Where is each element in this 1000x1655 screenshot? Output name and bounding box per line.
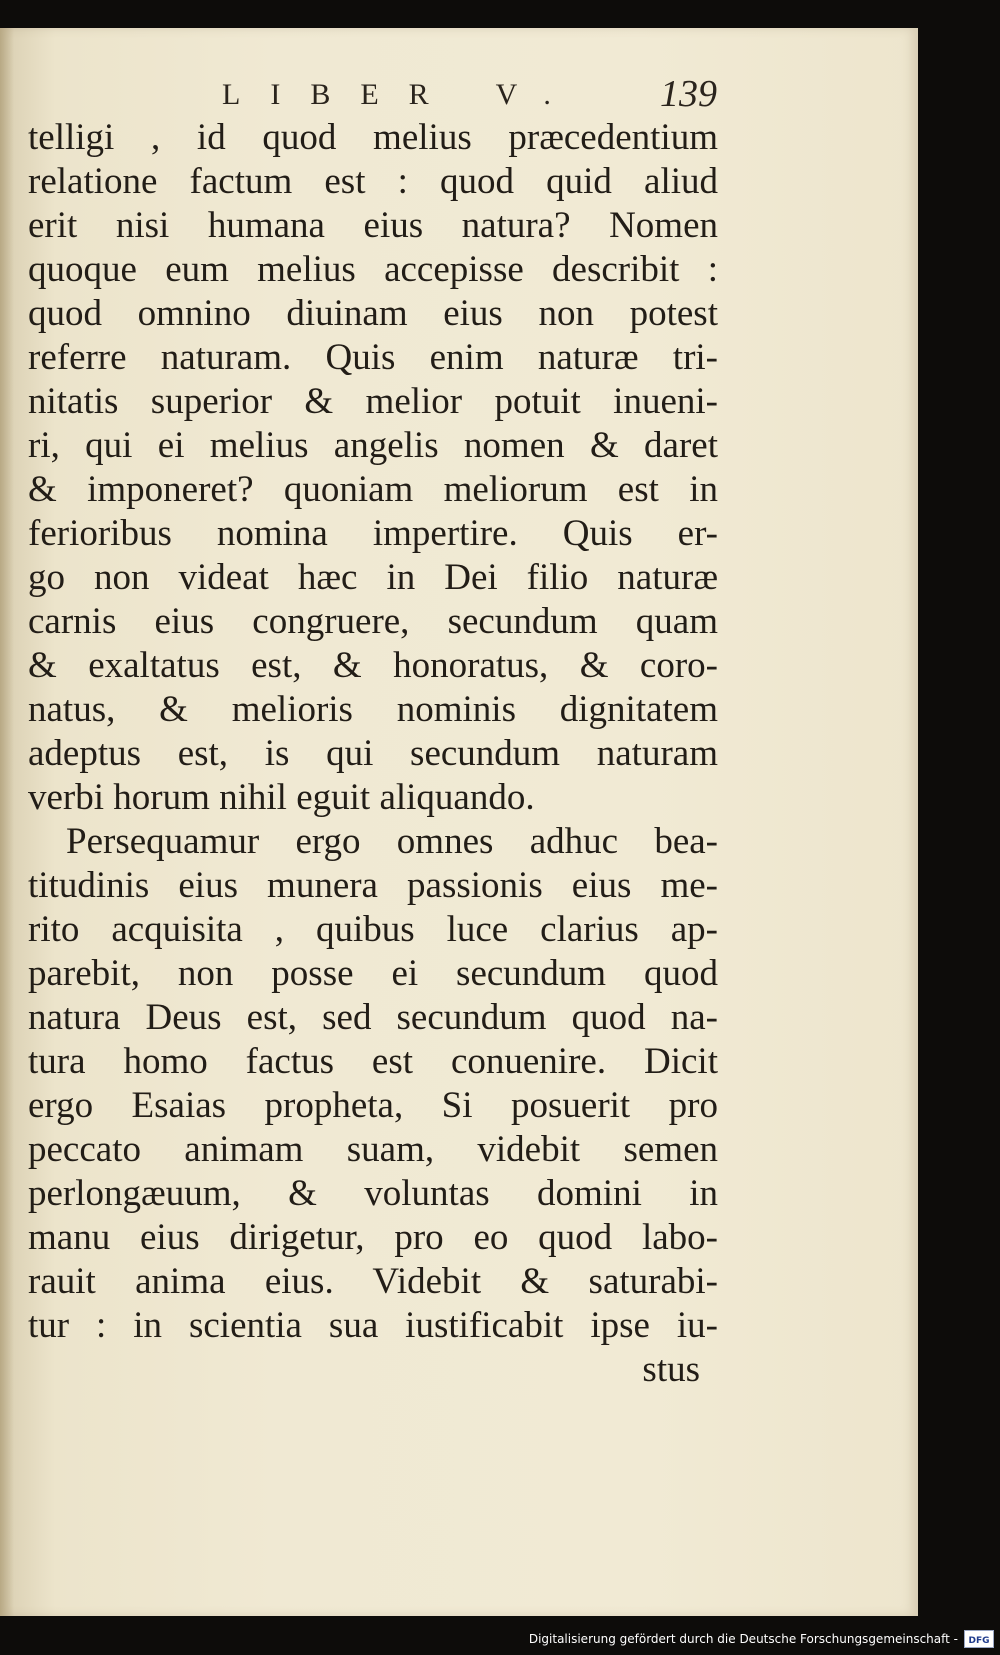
text-line: nitatis superior & melior potuit inueni- [28,381,718,422]
text-line: & exaltatus est, & honoratus, & coro- [28,645,718,686]
text-line: ergo Esaias propheta, Si posuerit pro [28,1085,718,1126]
text-line: relatione factum est : quod quid aliud [28,161,718,202]
text-line: rauit anima eius. Videbit & saturabi- [28,1261,718,1302]
digitization-credit [529,1627,994,1651]
text-line: quod omnino diuinam eius non potest [28,293,718,334]
text-line: manu eius dirigetur, pro eo quod labo- [28,1217,718,1258]
text-line: & imponeret? quoniam meliorum est in [28,469,718,510]
text-line: quoque eum melius accepisse describit : [28,249,718,290]
credit-text: Digitalisierung gefördert durch die Deutsche Forschungsgemeinschaft - [528,1632,958,1646]
page-gutter-shadow [0,28,14,1616]
text-line: ri, qui ei melius angelis nomen & daret [28,425,718,466]
text-line: tur : in scientia sua iustificabit ipse iu- [28,1305,718,1346]
text-line: referre naturam. Quis enim naturæ tri- [28,337,718,378]
dfg-logo-icon [966,1633,992,1645]
text-line: ferioribus nomina impertire. Quis er- [28,513,718,554]
text-line: go non videat hæc in Dei filio naturæ [28,557,718,598]
text-line: adeptus est, is qui secundum naturam [28,733,718,774]
text-line: natura Deus est, sed secundum quod na- [28,997,718,1038]
text-line: carnis eius congruere, secundum quam [28,601,718,642]
text-line: parebit, non posse ei secundum quod [28,953,718,994]
dfg-logo [964,1630,994,1648]
text-line: rito acquisita , quibus luce clarius ap- [28,909,718,950]
catchword: stus [642,1349,700,1390]
running-head-title: LIBER V. [222,78,581,111]
book-page [0,28,918,1616]
text-line: telligi , id quod melius præcedentium [28,117,718,158]
body-text [28,116,718,1392]
text-line: perlongæuum, & voluntas domini in [28,1173,718,1214]
dfg-logo-text: DFG [968,1636,990,1645]
text-line: verbi horum nihil eguit aliquando. [28,777,535,818]
text-line: tura homo factus est conuenire. Dicit [28,1041,718,1082]
text-line-paragraph-start: Persequamur ergo omnes adhuc bea- [66,821,718,862]
text-line: peccato animam suam, videbit semen [28,1129,718,1170]
text-line: natus, & melioris nominis dignitatem [28,689,718,730]
page-number: 139 [660,73,717,115]
text-line: titudinis eius munera passionis eius me- [28,865,718,906]
text-line: erit nisi humana eius natura? Nomen [28,205,718,246]
